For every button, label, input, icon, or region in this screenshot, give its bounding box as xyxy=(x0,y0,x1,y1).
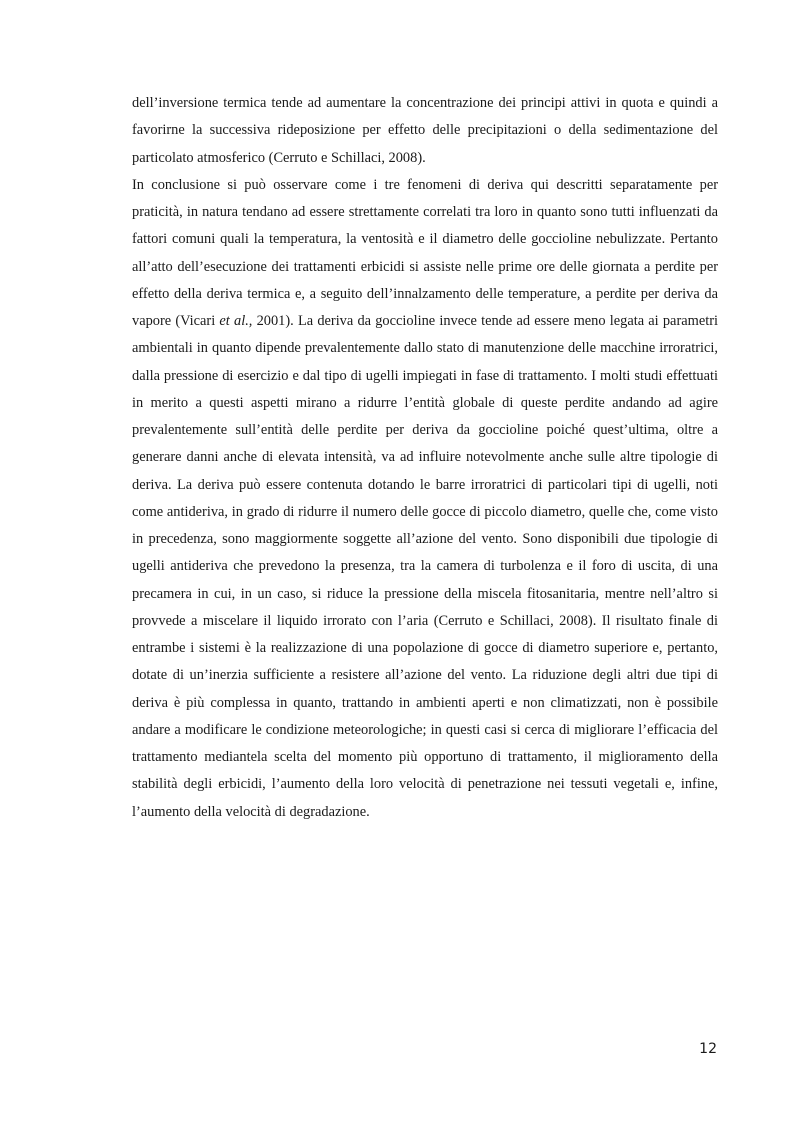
page-number: 12 xyxy=(699,1041,717,1057)
paragraph-continuation xyxy=(132,90,718,172)
text-segment: 2001). La deriva da goccioline invece tende ad essere meno legata ai parametri ambientali in quanto dipende prevalentemente dallo stato di manutenzione delle macchine irroratrici, dalla pressione di esercizio e dal tipo di ugelli impiegati in fase di trattamento. I molti studi effettuati in merito a questi aspetti mirano a ridurre l’entità globale di queste perdite andando ad agire prevalentemente sull’entità delle perdite per deriva da goccioline poiché quest’ultima, oltre a generare danni anche di elevata intensità, va ad influire notevolmente anche sulle altre tipologie di deriva. La deriva può essere contenuta dotando le barre irroratrici di particolari tipi di ugelli, noti come antideriva, in grado di ridurre il numero delle gocce di piccolo diametro, quelle che, come visto in precedenza, sono maggiormente soggette all’azione del vento. Sono disponibili due tipologie di ugelli antideriva che prevedono la presenza, tra la camera di turbolenza e il foro di uscita, di una precamera in cui, in un caso, si riduce la pressione della miscela fitosanitaria, mentre nell’altro si provvede a miscelare il liquido irrorato con l’aria (Cerruto e Schillaci, 2008). Il risultato finale di entrambe i sistemi è la realizzazione di una popolazione di gocce di diametro superiore e, pertanto, dotate di un’inerzia sufficiente a resistere all’azione del vento. La riduzione degli altri due tipi di deriva è più complessa in quanto, trattando in ambienti aperti e non climatizzati, non è possibile andare a modificare le condizione meteorologiche; in questi casi si cerca di migliorare l’efficacia del trattamento mediantela scelta del momento più opportuno di trattamento, il miglioramento della stabilità degli erbicidi, l’aumento della loro velocità di penetrazione nei tessuti vegetali e, infine, l’aumento della velocità di degradazione. xyxy=(132,313,718,820)
text-segment: In conclusione si può osservare come i tre fenomeni di deriva qui descritti separatamente per praticità, in natura tendano ad essere strettamente correlati tra loro in quanto sono tutti influenzati da fattori comuni quali la temperatura, la ventosità e il diametro delle goccioline nebulizzate. Pertanto all’atto dell’esecuzione dei trattamenti erbicidi si assiste nelle prime ore delle giornata a perdite per effetto della deriva termica e, a seguito dell’innalzamento delle temperature, a perdite per deriva da vapore (Vicari xyxy=(132,176,718,329)
text-segment: dell’inversione termica tende ad aumentare la concentrazione dei principi attivi in quota e quindi a favorirne la successiva rideposizione per effetto delle precipitazioni o della sedimentazione del particolato atmosferico (Cerruto e Schillaci, 2008). xyxy=(132,95,718,166)
citation-italic: et al., xyxy=(219,313,253,329)
body-text xyxy=(132,90,718,826)
paragraph-conclusion xyxy=(132,172,718,826)
